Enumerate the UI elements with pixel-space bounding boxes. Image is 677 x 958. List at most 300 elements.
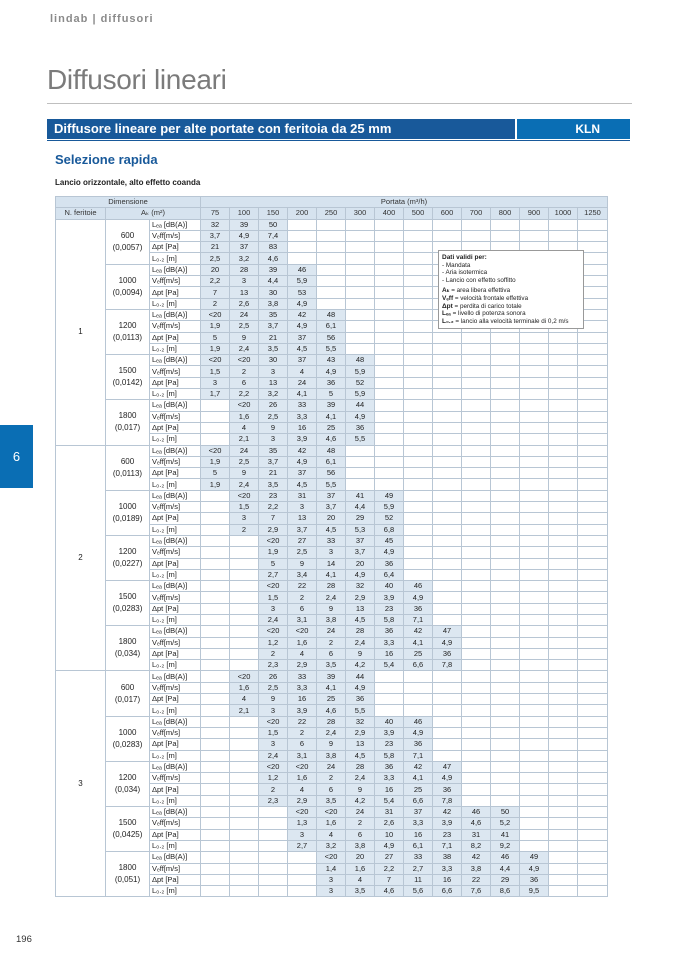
value-cell (201, 592, 230, 603)
value-cell (549, 626, 578, 637)
value-cell (578, 795, 608, 806)
value-cell: 5,5 (346, 705, 375, 716)
value-cell (462, 377, 491, 388)
value-cell (201, 603, 230, 614)
value-cell: 39 (230, 219, 259, 230)
value-cell: 2,3 (259, 795, 288, 806)
value-cell (346, 445, 375, 456)
flow-col-header: 800 (491, 208, 520, 219)
value-cell: 2,2 (259, 502, 288, 513)
value-cell (491, 400, 520, 411)
value-cell (462, 343, 491, 354)
value-cell (201, 558, 230, 569)
value-cell (520, 434, 549, 445)
value-cell: <20 (288, 807, 317, 818)
value-cell: 5 (259, 558, 288, 569)
value-cell (549, 614, 578, 625)
value-cell (520, 502, 549, 513)
table-row (56, 852, 608, 863)
value-cell (201, 569, 230, 580)
value-cell: 1,9 (259, 547, 288, 558)
value-cell (201, 626, 230, 637)
area-value: (0,034) (114, 784, 141, 794)
value-cell: 5,4 (375, 795, 404, 806)
value-cell (375, 343, 404, 354)
value-cell: 24 (230, 309, 259, 320)
value-cell (578, 343, 608, 354)
value-cell (375, 389, 404, 400)
value-cell (201, 581, 230, 592)
value-cell: 9 (346, 648, 375, 659)
value-cell (433, 705, 462, 716)
value-cell (462, 513, 491, 524)
value-cell: 4,6 (375, 886, 404, 897)
value-cell: 2 (317, 773, 346, 784)
value-cell (549, 366, 578, 377)
param-label: L₀.₂ [m] (150, 479, 201, 490)
value-cell (404, 456, 433, 467)
value-cell: 40 (375, 581, 404, 592)
value-cell (491, 445, 520, 456)
table-header-row-2 (56, 208, 608, 219)
breadcrumb-separator: | (92, 13, 97, 25)
value-cell: 3,2 (317, 840, 346, 851)
value-cell (578, 411, 608, 422)
value-cell: 33 (317, 535, 346, 546)
flow-col-header: 75 (201, 208, 230, 219)
value-cell (230, 750, 259, 761)
value-cell: 28 (230, 264, 259, 275)
value-cell: <20 (259, 761, 288, 772)
value-cell (520, 840, 549, 851)
value-cell (520, 456, 549, 467)
param-label: L₀.₂ [m] (150, 660, 201, 671)
value-cell (375, 332, 404, 343)
value-cell: 3,5 (317, 660, 346, 671)
note-title: Dati validi per: (442, 254, 487, 261)
param-label: Lₑₐ [dB(A)] (150, 264, 201, 275)
value-cell (462, 445, 491, 456)
value-cell: 46 (404, 716, 433, 727)
value-cell (404, 694, 433, 705)
value-cell (230, 739, 259, 750)
value-cell: 2,9 (259, 524, 288, 535)
value-cell: 53 (288, 287, 317, 298)
value-cell (230, 626, 259, 637)
value-cell (462, 773, 491, 784)
value-cell (433, 716, 462, 727)
value-cell (201, 535, 230, 546)
value-cell (578, 535, 608, 546)
value-cell (578, 682, 608, 693)
value-cell (578, 490, 608, 501)
value-cell: 3,3 (433, 863, 462, 874)
value-cell: 25 (404, 784, 433, 795)
value-cell (520, 400, 549, 411)
size-cell (106, 400, 150, 445)
value-cell: 2,2 (230, 389, 259, 400)
value-cell (578, 852, 608, 863)
value-cell (578, 818, 608, 829)
size-value: 1800 (118, 637, 137, 647)
value-cell: 3,9 (375, 592, 404, 603)
value-cell (462, 626, 491, 637)
value-cell (375, 309, 404, 320)
value-cell: 5,6 (404, 886, 433, 897)
value-cell: 5,9 (346, 366, 375, 377)
value-cell (404, 253, 433, 264)
value-cell (578, 716, 608, 727)
value-cell: 4 (346, 874, 375, 885)
note-line: - Lancio con effetto soffitto (442, 276, 516, 284)
value-cell (578, 468, 608, 479)
value-cell (404, 309, 433, 320)
value-cell: 2,9 (346, 592, 375, 603)
value-cell: 16 (375, 784, 404, 795)
nslots-cell: 1 (56, 219, 106, 445)
value-cell: 31 (288, 490, 317, 501)
value-cell (462, 694, 491, 705)
value-cell: 1,5 (201, 366, 230, 377)
value-cell: 5,5 (346, 434, 375, 445)
param-label: Δpt [Pa] (150, 648, 201, 659)
value-cell: 9,2 (491, 840, 520, 851)
value-cell (288, 242, 317, 253)
param-label: Vₑff[m/s] (150, 411, 201, 422)
value-cell (375, 287, 404, 298)
value-cell (404, 705, 433, 716)
value-cell (201, 671, 230, 682)
value-cell: 2,9 (288, 660, 317, 671)
value-cell (549, 727, 578, 738)
value-cell (578, 592, 608, 603)
value-cell (520, 445, 549, 456)
value-cell (578, 637, 608, 648)
table-row (56, 219, 608, 230)
value-cell (230, 637, 259, 648)
value-cell: <20 (201, 355, 230, 366)
value-cell: 36 (375, 761, 404, 772)
value-cell (230, 581, 259, 592)
value-cell: 6,1 (317, 456, 346, 467)
value-cell (462, 716, 491, 727)
value-cell: 39 (317, 400, 346, 411)
value-cell: 2 (288, 592, 317, 603)
value-cell (549, 343, 578, 354)
value-cell (201, 784, 230, 795)
value-cell (520, 411, 549, 422)
value-cell (462, 411, 491, 422)
value-cell: 4,2 (346, 660, 375, 671)
value-cell (520, 682, 549, 693)
value-cell: 49 (520, 852, 549, 863)
value-cell (520, 535, 549, 546)
value-cell (375, 422, 404, 433)
size-value: 1200 (118, 772, 137, 782)
value-cell: 3,2 (230, 253, 259, 264)
value-cell: 42 (462, 852, 491, 863)
value-cell: 32 (201, 219, 230, 230)
value-cell (520, 716, 549, 727)
value-cell: 6,6 (404, 795, 433, 806)
param-label: Δpt [Pa] (150, 829, 201, 840)
section-label: diffusori (100, 13, 154, 25)
value-cell: 31 (375, 807, 404, 818)
value-cell: 37 (346, 535, 375, 546)
size-cell (106, 626, 150, 671)
param-label: Δpt [Pa] (150, 513, 201, 524)
value-cell (404, 230, 433, 241)
value-cell (491, 739, 520, 750)
value-cell: 6,6 (404, 660, 433, 671)
value-cell: 29 (346, 513, 375, 524)
value-cell: 4,5 (288, 343, 317, 354)
value-cell (491, 332, 520, 343)
value-cell: 2 (259, 648, 288, 659)
value-cell (462, 558, 491, 569)
value-cell (201, 795, 230, 806)
value-cell (201, 818, 230, 829)
flow-col-header: 100 (230, 208, 259, 219)
value-cell: 5 (201, 468, 230, 479)
value-cell (549, 490, 578, 501)
value-cell: 2 (201, 298, 230, 309)
value-cell: 37 (288, 355, 317, 366)
size-cell (106, 490, 150, 535)
value-cell (578, 773, 608, 784)
value-cell: 83 (259, 242, 288, 253)
chapter-tab[interactable]: 6 (0, 425, 33, 488)
area-value: (0,0142) (112, 378, 143, 388)
value-cell: 36 (433, 784, 462, 795)
value-cell: 2,4 (230, 343, 259, 354)
value-cell: 3,8 (259, 298, 288, 309)
value-cell: 2,7 (404, 863, 433, 874)
value-cell (230, 863, 259, 874)
size-cell (106, 445, 150, 490)
value-cell (404, 332, 433, 343)
value-cell (549, 682, 578, 693)
value-cell (549, 524, 578, 535)
value-cell (549, 739, 578, 750)
value-cell (462, 434, 491, 445)
value-cell (201, 727, 230, 738)
value-cell: 6 (288, 739, 317, 750)
value-cell (259, 874, 288, 885)
band-divider (47, 140, 630, 141)
value-cell (230, 807, 259, 818)
value-cell: 3,9 (433, 818, 462, 829)
value-cell (491, 614, 520, 625)
value-cell (578, 377, 608, 388)
note-def: Aₖ = area libera effettiva (442, 287, 511, 295)
value-cell (578, 456, 608, 467)
value-cell (462, 422, 491, 433)
value-cell (433, 671, 462, 682)
value-cell: 20 (346, 558, 375, 569)
value-cell (433, 558, 462, 569)
value-cell (259, 818, 288, 829)
size-value: 1500 (118, 818, 137, 828)
value-cell: 4,9 (317, 366, 346, 377)
product-code: KLN (517, 119, 630, 139)
value-cell: 4,9 (404, 727, 433, 738)
value-cell (549, 852, 578, 863)
area-value: (0,0283) (112, 604, 143, 614)
value-cell (549, 479, 578, 490)
table-row (56, 581, 608, 592)
value-cell (404, 479, 433, 490)
value-cell (288, 219, 317, 230)
value-cell: 2,9 (288, 795, 317, 806)
param-label: Δpt [Pa] (150, 287, 201, 298)
value-cell (578, 829, 608, 840)
value-cell: <20 (259, 581, 288, 592)
value-cell (404, 389, 433, 400)
value-cell (549, 705, 578, 716)
value-cell (491, 581, 520, 592)
value-cell (375, 400, 404, 411)
param-label: Vₑff[m/s] (150, 230, 201, 241)
flow-header: Portata (m³/h) (201, 197, 608, 208)
value-cell: 4,4 (491, 863, 520, 874)
value-cell: 1,9 (201, 343, 230, 354)
param-label: L₀.₂ [m] (150, 434, 201, 445)
value-cell (520, 637, 549, 648)
value-cell (578, 626, 608, 637)
value-cell (491, 422, 520, 433)
value-cell: 36 (375, 626, 404, 637)
value-cell: 22 (288, 581, 317, 592)
value-cell (404, 264, 433, 275)
value-cell (549, 400, 578, 411)
param-label: Δpt [Pa] (150, 468, 201, 479)
value-cell (288, 874, 317, 885)
value-cell: 36 (346, 694, 375, 705)
nslots-cell: 3 (56, 671, 106, 897)
value-cell: 3,9 (375, 727, 404, 738)
value-cell: 4,9 (346, 682, 375, 693)
value-cell (259, 840, 288, 851)
note-def: Δpt = perdita di carico totale (442, 302, 522, 310)
value-cell: 4,1 (404, 637, 433, 648)
value-cell (201, 829, 230, 840)
value-cell (578, 694, 608, 705)
value-cell (549, 434, 578, 445)
value-cell (230, 716, 259, 727)
value-cell (578, 389, 608, 400)
value-cell (201, 863, 230, 874)
value-cell: 24 (288, 377, 317, 388)
value-cell: 3 (288, 829, 317, 840)
value-cell (375, 377, 404, 388)
value-cell (433, 694, 462, 705)
flow-col-header: 200 (288, 208, 317, 219)
value-cell: 5,3 (346, 524, 375, 535)
value-cell (375, 366, 404, 377)
value-cell (404, 569, 433, 580)
param-label: Vₑff[m/s] (150, 727, 201, 738)
table-caption: Lancio orizzontale, alto effetto coanda (55, 178, 201, 187)
value-cell (230, 829, 259, 840)
value-cell (375, 298, 404, 309)
value-cell: 6 (288, 603, 317, 614)
value-cell: 46 (404, 581, 433, 592)
value-cell (346, 309, 375, 320)
value-cell: 22 (462, 874, 491, 885)
value-cell: 26 (259, 671, 288, 682)
value-cell (578, 886, 608, 897)
section-subtitle: Selezione rapida (55, 152, 158, 167)
value-cell (491, 660, 520, 671)
value-cell (433, 377, 462, 388)
value-cell: 13 (259, 377, 288, 388)
value-cell: 4,1 (317, 411, 346, 422)
value-cell: 1,5 (259, 727, 288, 738)
value-cell: 3,3 (375, 773, 404, 784)
value-cell (491, 456, 520, 467)
size-cell (106, 355, 150, 400)
value-cell: 36 (375, 558, 404, 569)
value-cell: 2,5 (259, 411, 288, 422)
value-cell: 46 (462, 807, 491, 818)
value-cell (462, 468, 491, 479)
value-cell (520, 660, 549, 671)
param-label: Lₑₐ [dB(A)] (150, 400, 201, 411)
value-cell (346, 242, 375, 253)
value-cell (549, 603, 578, 614)
value-cell: 2,4 (259, 614, 288, 625)
value-cell (317, 219, 346, 230)
value-cell: 4,1 (317, 569, 346, 580)
value-cell (549, 355, 578, 366)
value-cell (375, 705, 404, 716)
value-cell (404, 558, 433, 569)
value-cell (433, 502, 462, 513)
value-cell: 36 (404, 739, 433, 750)
area-value: (0,0057) (112, 242, 143, 252)
value-cell: 3,5 (346, 886, 375, 897)
header-breadcrumb (50, 13, 154, 25)
value-cell: 50 (491, 807, 520, 818)
value-cell (491, 490, 520, 501)
value-cell: 7,6 (462, 886, 491, 897)
value-cell (520, 705, 549, 716)
value-cell (404, 445, 433, 456)
size-value: 1200 (118, 547, 137, 556)
value-cell: 2,3 (259, 660, 288, 671)
value-cell: 2 (346, 818, 375, 829)
value-cell (201, 547, 230, 558)
value-cell: 3,9 (288, 434, 317, 445)
value-cell (491, 603, 520, 614)
value-cell (259, 852, 288, 863)
value-cell: 2,7 (259, 569, 288, 580)
value-cell (462, 332, 491, 343)
flow-col-header: 900 (520, 208, 549, 219)
value-cell (375, 694, 404, 705)
value-cell: 2,4 (317, 727, 346, 738)
value-cell: 16 (375, 648, 404, 659)
param-label: Vₑff[m/s] (150, 276, 201, 287)
value-cell: 46 (288, 264, 317, 275)
value-cell: 40 (375, 716, 404, 727)
value-cell: 28 (317, 716, 346, 727)
value-cell (549, 547, 578, 558)
value-cell (404, 671, 433, 682)
value-cell (462, 660, 491, 671)
value-cell: 2,2 (375, 863, 404, 874)
